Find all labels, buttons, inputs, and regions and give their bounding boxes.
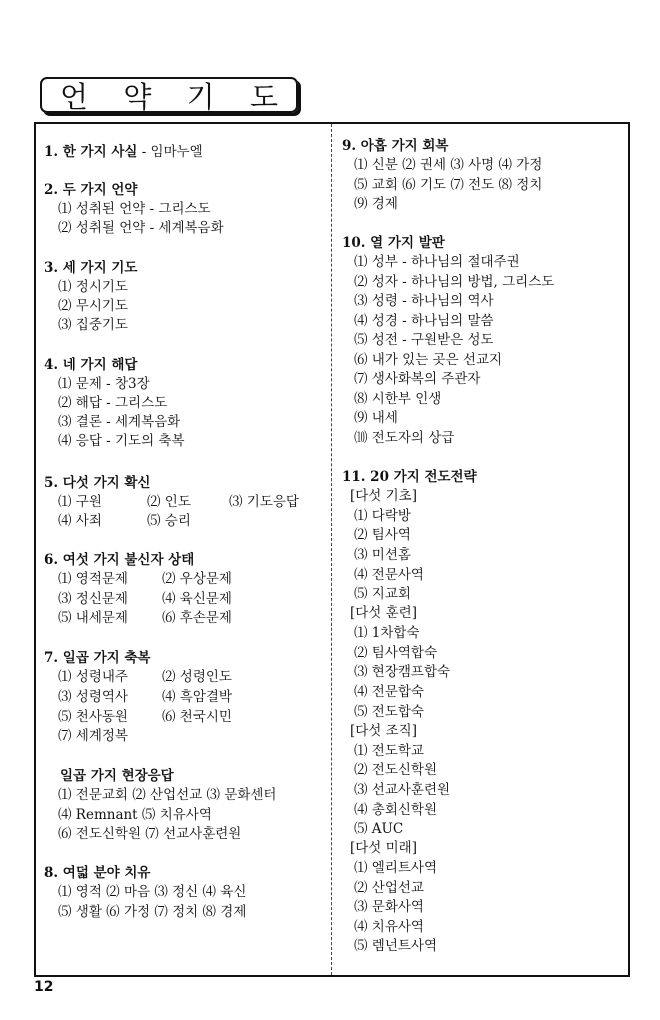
right-column [332,0,628,1020]
list-item: ⑶ 현장캠프합숙 [354,664,451,680]
list-item: ⑷ 사죄 [58,513,102,529]
section-heading: 10. 열 가지 발판 [342,235,445,251]
list-item: ⑷ 치유사역 [354,919,424,935]
title-char: 기 [186,79,215,114]
list-item: ⑸ 전도합숙 [354,704,424,720]
list-item: ⑷ 응답 - 기도의 축복 [58,433,185,449]
list-item: ⑹ 내가 있는 곳은 선교지 [354,352,503,368]
list-item: ⑷ 육신문제 [162,591,232,607]
list-item: ⑶ 집중기도 [58,317,128,333]
group-label: [다섯 조직] [350,723,417,739]
list-item: ⑸ 생활 ⑹ 가정 ⑺ 정치 ⑻ 경제 [58,904,247,920]
list-item: ⑴ 영적 ⑵ 마음 ⑶ 정신 ⑷ 육신 [58,884,247,900]
title-char: 약 [123,79,152,114]
list-item: ⑼ 내세 [354,410,398,426]
list-item: ⑸ 지교회 [354,586,411,602]
list-item: ⑸ 내세문제 [58,610,128,626]
list-item: ⑵ 성령인도 [162,669,232,685]
list-item: ⑴ 엘리트사역 [354,860,437,876]
group-label: [다섯 기초] [350,488,417,504]
list-item: ⑶ 정신문제 [58,591,128,607]
list-item: ⑷ 흑암결박 [162,689,232,705]
list-item: ⑴ 성령내주 [58,669,128,685]
list-item: ⑵ 무시기도 [58,298,128,314]
list-item: ⑸ 렘넌트사역 [354,938,437,954]
list-item: ⑽ 전도자의 상급 [354,430,455,446]
list-item: ⑴ 구원 [58,494,102,510]
section-heading: 7. 일곱 가지 축복 [44,650,151,666]
list-item: ⑵ 팀사역합숙 [354,645,437,661]
page-number: 12 [34,979,54,995]
list-item: ⑴ 성부 - 하나님의 절대주권 [354,254,520,270]
section-heading: 5. 다섯 가지 확신 [44,475,151,491]
list-item: ⑹ 후손문제 [162,610,232,626]
section-heading: 11. 20 가지 전도전략 [342,469,477,485]
list-item: ⑷ Remnant ⑸ 치유사역 [58,807,212,823]
title-char: 도 [249,79,278,114]
list-item: ⑹ 전도신학원 ⑺ 선교사훈련원 [58,826,242,842]
list-item: ⑵ 전도신학원 [354,762,437,778]
list-item: ⑻ 시한부 인생 [354,391,442,407]
section-heading: 6. 여섯 가지 불신자 상태 [44,552,195,568]
section-heading: 8. 여덟 분야 치유 [44,865,151,881]
list-item: ⑴ 신분 ⑵ 권세 ⑶ 사명 ⑷ 가정 [354,157,543,173]
list-item: ⑶ 결론 - 세계복음화 [58,414,181,430]
group-label: [다섯 미래] [350,840,417,856]
list-item: ⑵ 산업선교 [354,880,424,896]
list-item: ⑼ 경제 [354,196,398,212]
section-tail: - 임마누엘 [137,144,203,160]
list-item: ⑸ AUC [354,821,404,837]
list-item: ⑶ 문화사역 [354,899,424,915]
list-item: ⑴ 1차합숙 [354,625,420,641]
list-item: ⑵ 팀사역 [354,527,411,543]
list-item: ⑵ 해답 - 그리스도 [58,395,168,411]
section-heading: 3. 세 가지 기도 [44,260,138,276]
list-item: ⑴ 문제 - 창3장 [58,376,150,392]
list-item: ⑵ 인도 [147,494,191,510]
section-heading: 1. 한 가지 사실 [44,144,138,160]
title-char: 언 [60,79,89,114]
list-item: ⑶ 성령 - 하나님의 역사 [354,293,494,309]
list-item: ⑷ 총회신학원 [354,802,437,818]
list-item: ⑶ 기도응답 [229,494,299,510]
list-item: ⑸ 성전 - 구원받은 성도 [354,332,494,348]
list-item: ⑴ 전도학교 [354,743,424,759]
section-heading: 2. 두 가지 언약 [44,182,138,198]
list-item: ⑸ 천사동원 [58,709,128,725]
list-item: ⑵ 성자 - 하나님의 방법, 그리스도 [354,274,555,290]
list-item: ⑴ 영적문제 [58,571,128,587]
list-item: ⑸ 교회 ⑹ 기도 ⑺ 전도 ⑻ 정치 [354,177,543,193]
list-item: ⑴ 성취된 언약 - 그리스도 [58,201,211,217]
list-item: ⑷ 전문사역 [354,567,424,583]
list-item: ⑹ 천국시민 [162,709,232,725]
list-item: ⑴ 다락방 [354,508,411,524]
list-item: ⑵ 성취될 언약 - 세계복음화 [58,220,224,236]
list-item: ⑶ 성령역사 [58,689,128,705]
list-item: ⑵ 우상문제 [162,571,232,587]
list-item: ⑷ 성경 - 하나님의 말씀 [354,313,494,329]
list-item: ⑶ 선교사훈련원 [354,782,451,798]
section-1 [44,143,203,161]
list-item: ⑸ 승리 [147,513,191,529]
list-item: ⑴ 전문교회 ⑵ 산업선교 ⑶ 문화센터 [58,787,277,803]
list-item: ⑴ 정시기도 [58,279,128,295]
list-item: ⑶ 미션홈 [354,547,411,563]
section-heading: 9. 아홉 가지 회복 [342,138,449,154]
group-label: [다섯 훈련] [350,605,417,621]
subsection-heading: 일곱 가지 현장응답 [60,768,174,784]
list-item: ⑺ 생사화복의 주관자 [354,371,481,387]
section-heading: 4. 네 가지 해답 [44,357,138,373]
list-item: ⑷ 전문합숙 [354,684,424,700]
list-item: ⑺ 세계정복 [58,728,128,744]
